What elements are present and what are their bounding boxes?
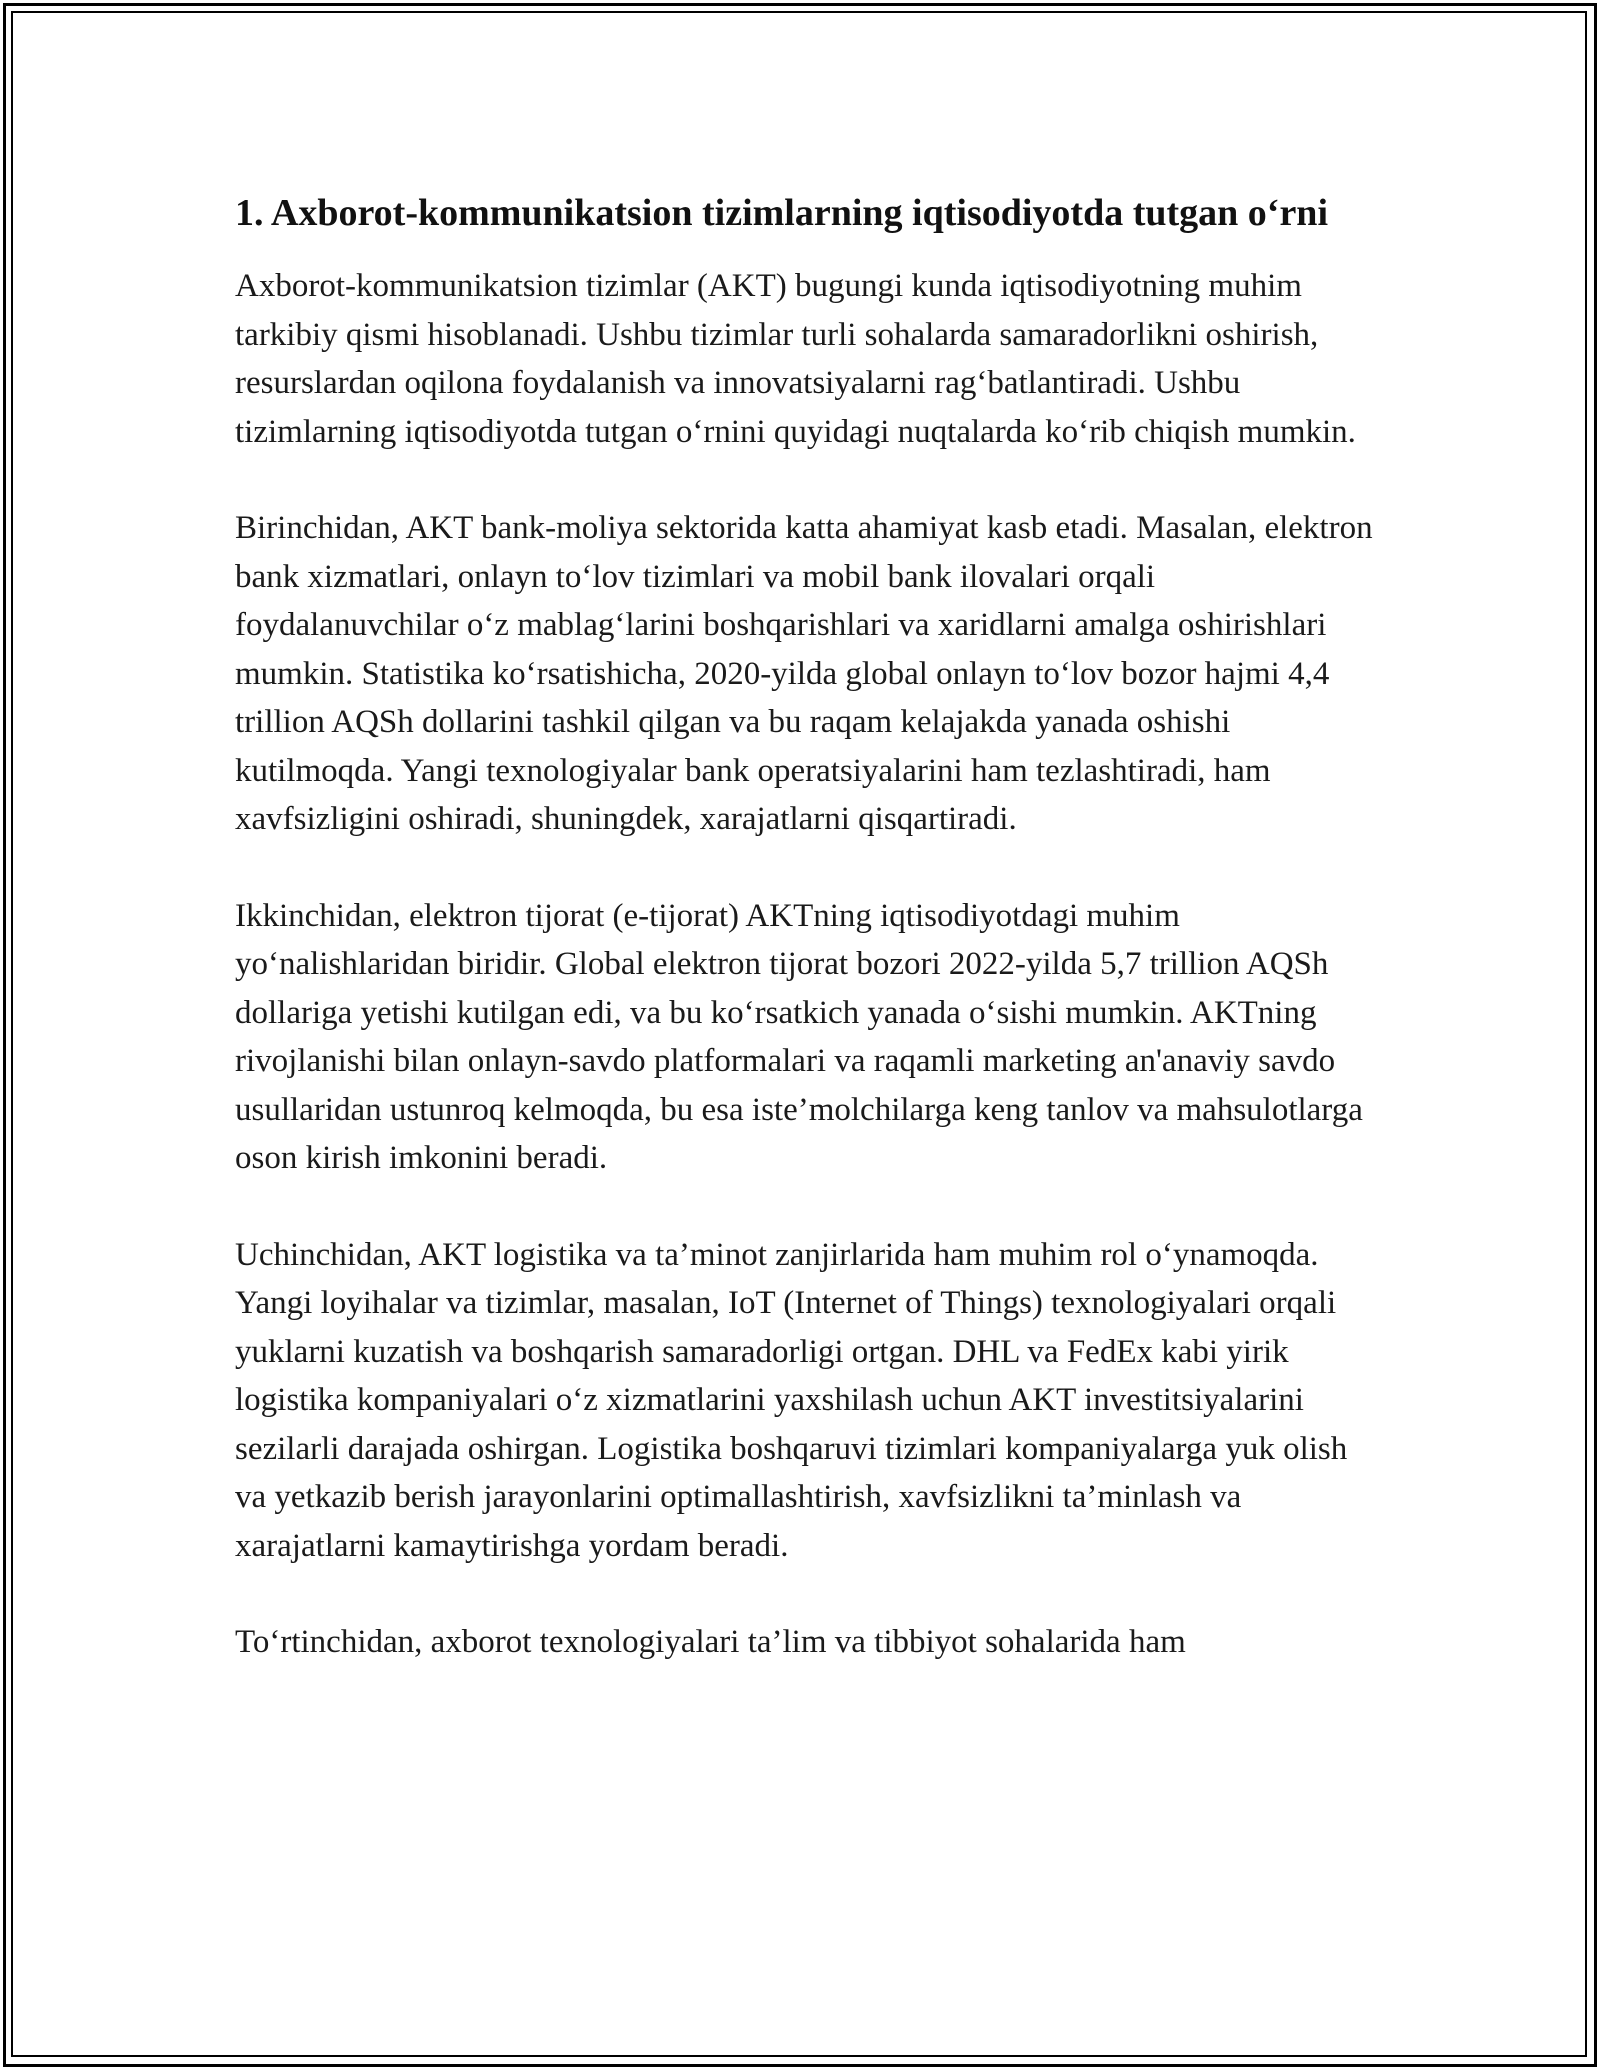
section-heading: 1. Axborot-kommunikatsion tizimlarning iqtisodiyotda tutgan o‘rni [235,192,1329,234]
paragraph-education-health: To‘rtinchidan, axborot texnologiyalari ta’lim va tibbiyot sohalarida ham [235,1624,1186,1660]
paragraph-intro: Axborot-kommunikatsion tizimlar (AKT) bugungi kunda iqtisodiyotning muhim tarkibiy qismi hisoblanadi. Ushbu tizimlar turli sohalarda samaradorlikni oshirish, resurslardan oqilona foydalanish va innovatsiyalarni rag‘batlantiradi. Ushbu tizimlarning iqtisodiyotda tutgan o‘rnini quyidagi nuqtalarda ko‘rib chiqish mumkin. [235,268,1356,450]
document-body [235,186,1375,1715]
paragraph-banking: Birinchidan, AKT bank-moliya sektorida katta ahamiyat kasb etadi. Masalan, elektron bank xizmatlari, onlayn to‘lov tizimlari va mobil bank ilovalari orqali foydalanuvchilar o‘z mablag‘larini boshqarishlari va xaridlarni amalga oshirishlari mumkin. Statistika ko‘rsatishicha, 2020-yilda global onlayn to‘lov bozor hajmi 4,4 trillion AQSh dollarini tashkil qilgan va bu raqam kelajakda yanada oshishi kutilmoqda. Yangi texnologiyalar bank operatsiyalarini ham tezlashtiradi, ham xavfsizligini oshiradi, shuningdek, xarajatlarni qisqartiradi. [235,510,1373,837]
paragraph-logistics: Uchinchidan, AKT logistika va ta’minot zanjirlarida ham muhim rol o‘ynamoqda. Yangi loyihalar va tizimlar, masalan, IoT (Internet of Things) texnologiyalari orqali yuklarni kuzatish va boshqarish samaradorligi ortgan. DHL va FedEx kabi yirik logistika kompaniyalari o‘z xizmatlarini yaxshilash uchun AKT investitsiyalarini sezilarli darajada oshirgan. Logistika boshqaruvi tizimlari kompaniyalarga yuk olish va yetkazib berish jarayonlarini optimallashtirish, xavfsizlikni ta’minlash va xarajatlarni kamaytirishga yordam beradi. [235,1236,1348,1564]
paragraph-ecommerce: Ikkinchidan, elektron tijorat (e-tijorat) AKTning iqtisodiyotdagi muhim yo‘nalishlaridan biridir. Global elektron tijorat bozori 2022-yilda 5,7 trillion AQSh dollariga yetishi kutilgan edi, va bu ko‘rsatkich yanada o‘sishi mumkin. AKTning rivojlanishi bilan onlayn-savdo platformalari va raqamli marketing an'anaviy savdo usullaridan ustunroq kelmoqda, bu esa iste’molchilarga keng tanlov va mahsulotlarga oson kirish imkonini beradi. [235,897,1363,1176]
